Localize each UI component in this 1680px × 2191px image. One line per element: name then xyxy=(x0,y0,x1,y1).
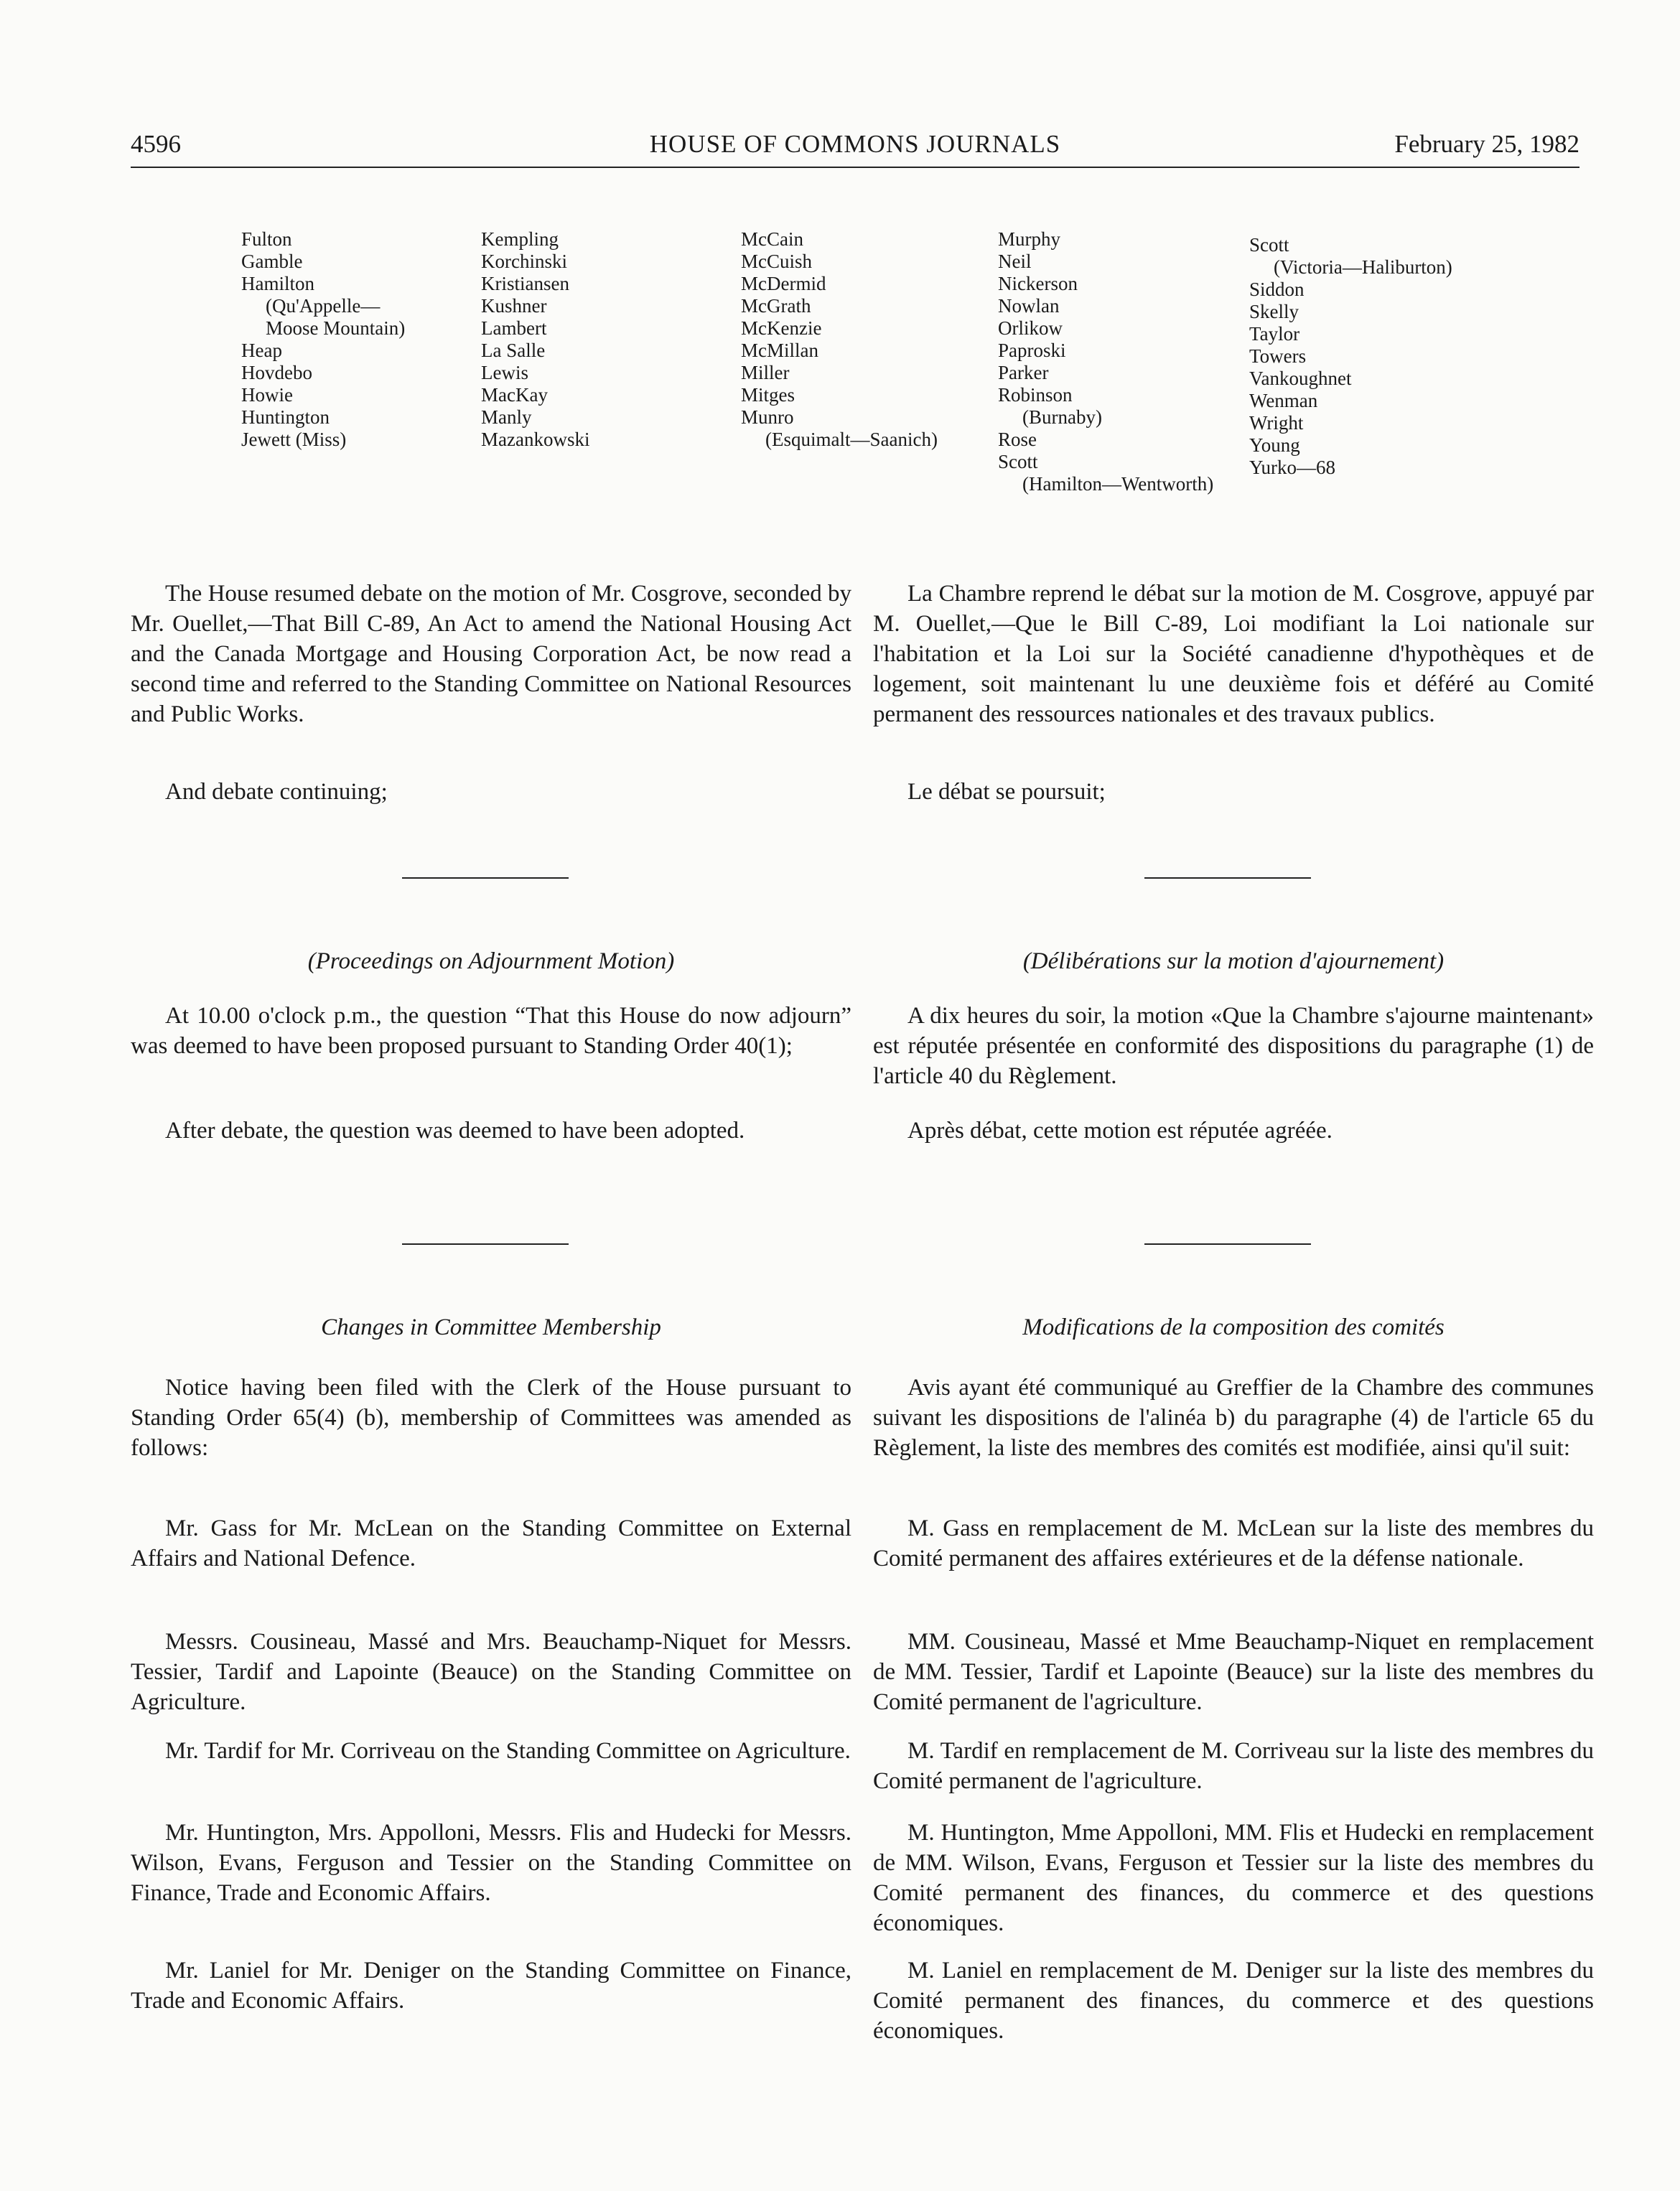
member-name: Nickerson xyxy=(998,273,1078,294)
member-name: Kristiansen xyxy=(481,273,569,294)
fr-resumed-debate: La Chambre reprend le débat sur la motion de M. Cosgrove, appuyé par M. Ouellet,—Que le Bill C-89, Loi modifiant la Loi nationale sur l'habitation et la Loi sur la Société canadienne d'hypothèques et de logement, soit maintenant lu une deuxième fois et déféré au Comité permanent des ressources nationales et des travaux publics. xyxy=(873,581,1594,727)
member-name: Gamble xyxy=(241,251,303,272)
member-name: Hamilton xyxy=(241,273,314,294)
en-committee-heading: Changes in Committee Membership xyxy=(321,1314,661,1340)
member-name: La Salle xyxy=(481,340,546,361)
en-membership-change: Mr. Tardif for Mr. Corriveau on the Standing Committee on Agriculture. xyxy=(165,1738,851,1764)
member-name: Rose xyxy=(998,429,1037,450)
en-membership-change: Messrs. Cousineau, Massé and Mrs. Beauchamp-Niquet for Messrs. Tessier, Tardif and Lapointe (Beauce) on the Standing Committee on Agriculture. xyxy=(131,1629,851,1715)
member-name: Huntington xyxy=(241,406,330,428)
member-name: Mazankowski xyxy=(481,429,590,450)
riding-name: Moose Mountain) xyxy=(266,317,406,339)
member-name: Wright xyxy=(1249,412,1304,434)
member-name: Taylor xyxy=(1249,323,1300,345)
en-membership-change: Mr. Gass for Mr. McLean on the Standing Committee on External Affairs and National Defence. xyxy=(131,1515,851,1571)
member-name: Howie xyxy=(241,384,293,406)
fr-membership-change: M. Tardif en remplacement de M. Corriveau sur la liste des membres du Comité permanent de l'agriculture. xyxy=(873,1738,1594,1794)
member-name: Young xyxy=(1249,434,1300,456)
journal-date: February 25, 1982 xyxy=(1394,130,1579,158)
section-divider xyxy=(402,1243,569,1245)
names-column-2 xyxy=(481,228,589,451)
member-name: McCain xyxy=(741,228,803,250)
member-name: Korchinski xyxy=(481,251,567,272)
fr-committee-heading: Modifications de la composition des comités xyxy=(1022,1314,1445,1340)
member-name: Fulton xyxy=(241,228,292,250)
member-name: Mitges xyxy=(741,384,795,406)
member-name: Lewis xyxy=(481,362,528,383)
en-debate-continuing: And debate continuing; xyxy=(165,779,388,805)
names-column-5 xyxy=(1249,234,1452,479)
en-resumed-debate: The House resumed debate on the motion of Mr. Cosgrove, seconded by Mr. Ouellet,—That Bill C-89, An Act to amend the National Housing Act and the Canada Mortgage and Housing Corporation Act, be now read a second time and referred to the Standing Committee on National Resources and Public Works. xyxy=(131,581,851,727)
section-divider xyxy=(1144,877,1311,879)
fr-debate-continuing: Le débat se poursuit; xyxy=(907,779,1106,805)
names-column-4 xyxy=(998,228,1213,495)
en-membership-change: Mr. Huntington, Mrs. Appolloni, Messrs. Flis and Hudecki for Messrs. Wilson, Evans, Ferguson and Tessier on the Standing Committee on Finance, Trade and Economic Affairs. xyxy=(131,1820,851,1906)
en-notice-text: Notice having been filed with the Clerk of the House pursuant to Standing Order 65(4) (b), membership of Committees was amended as follows: xyxy=(131,1375,851,1461)
member-name: Hovdebo xyxy=(241,362,312,383)
member-name: Nowlan xyxy=(998,295,1060,317)
journal-title: HOUSE OF COMMONS JOURNALS xyxy=(649,130,1061,158)
en-membership-change: Mr. Laniel for Mr. Deniger on the Standing Committee on Finance, Trade and Economic Affairs. xyxy=(131,1958,851,2014)
member-name: Wenman xyxy=(1249,390,1318,411)
member-name: McGrath xyxy=(741,295,811,317)
fr-membership-change: MM. Cousineau, Massé et Mme Beauchamp-Niquet en remplacement de MM. Tessier, Tardif et Lapointe (Beauce) sur la liste des membres du Comité permanent de l'agriculture. xyxy=(873,1629,1594,1715)
member-name: Paproski xyxy=(998,340,1066,361)
fr-notice-text: Avis ayant été communiqué au Greffier de la Chambre des communes suivant les dispositions de l'alinéa b) du paragraphe (4) de l'article 65 du Règlement, la liste des membres des comités est modifiée, ainsi qu'il suit: xyxy=(873,1375,1594,1461)
en-adjournment-heading: (Proceedings on Adjournment Motion) xyxy=(307,948,675,974)
member-name: Manly xyxy=(481,406,532,428)
member-name: Neil xyxy=(998,251,1032,272)
member-name: Jewett (Miss) xyxy=(241,429,347,450)
names-column-3 xyxy=(741,228,938,451)
member-name: Heap xyxy=(241,340,282,361)
member-name: Skelly xyxy=(1249,301,1299,322)
member-name: Kushner xyxy=(481,295,547,317)
member-name: Scott xyxy=(1249,234,1289,256)
riding-name: (Victoria—Haliburton) xyxy=(1274,256,1452,278)
page-number: 4596 xyxy=(131,130,181,158)
page-header xyxy=(131,128,1579,168)
member-name: Parker xyxy=(998,362,1049,383)
member-name: MacKay xyxy=(481,384,548,406)
riding-name: (Qu'Appelle— xyxy=(266,295,381,317)
member-name: Kempling xyxy=(481,228,559,250)
riding-name: (Esquimalt—Saanich) xyxy=(765,429,938,450)
member-name: Towers xyxy=(1249,345,1307,367)
member-name: Murphy xyxy=(998,228,1060,250)
member-name: Miller xyxy=(741,362,790,383)
member-name: McMillan xyxy=(741,340,818,361)
member-name: Orlikow xyxy=(998,317,1063,339)
member-name: Lambert xyxy=(481,317,547,339)
fr-after-debate: Après débat, cette motion est réputée agréée. xyxy=(907,1118,1333,1144)
member-name: McCuish xyxy=(741,251,813,272)
fr-adjournment-heading: (Délibérations sur la motion d'ajournement) xyxy=(1022,948,1445,974)
riding-name: (Hamilton—Wentworth) xyxy=(1022,473,1214,495)
names-column-1 xyxy=(241,228,405,451)
fr-membership-change: M. Laniel en remplacement de M. Deniger sur la liste des membres du Comité permanent des finances, du commerce et des questions économiques. xyxy=(873,1958,1594,2044)
member-name: Scott xyxy=(998,451,1038,472)
fr-adjournment-text: A dix heures du soir, la motion «Que la Chambre s'ajourne maintenant» est réputée présentée en conformité des dispositions du paragraphe (1) de l'article 40 du Règlement. xyxy=(873,1003,1594,1089)
member-name: McDermid xyxy=(741,273,826,294)
fr-membership-change: M. Huntington, Mme Appolloni, MM. Flis et Hudecki en remplacement de MM. Wilson, Evans, Ferguson et Tessier sur la liste des membres du Comité permanent des finances, du commerce et des questions économiques. xyxy=(873,1820,1594,1936)
fr-membership-change: M. Gass en remplacement de M. McLean sur la liste des membres du Comité permanent des affaires extérieures et de la défense nationale. xyxy=(873,1515,1594,1571)
member-name: McKenzie xyxy=(741,317,822,339)
member-name: Siddon xyxy=(1249,279,1305,300)
riding-name: (Burnaby) xyxy=(1022,406,1102,428)
section-divider xyxy=(402,877,569,879)
member-name: Robinson xyxy=(998,384,1073,406)
en-adjournment-text: At 10.00 o'clock p.m., the question “That this House do now adjourn” was deemed to have been proposed pursuant to Standing Order 40(1); xyxy=(131,1003,851,1059)
member-name: Munro xyxy=(741,406,794,428)
member-name: Yurko—68 xyxy=(1249,457,1335,478)
en-after-debate: After debate, the question was deemed to have been adopted. xyxy=(165,1118,745,1144)
member-name: Vankoughnet xyxy=(1249,368,1352,389)
section-divider xyxy=(1144,1243,1311,1245)
